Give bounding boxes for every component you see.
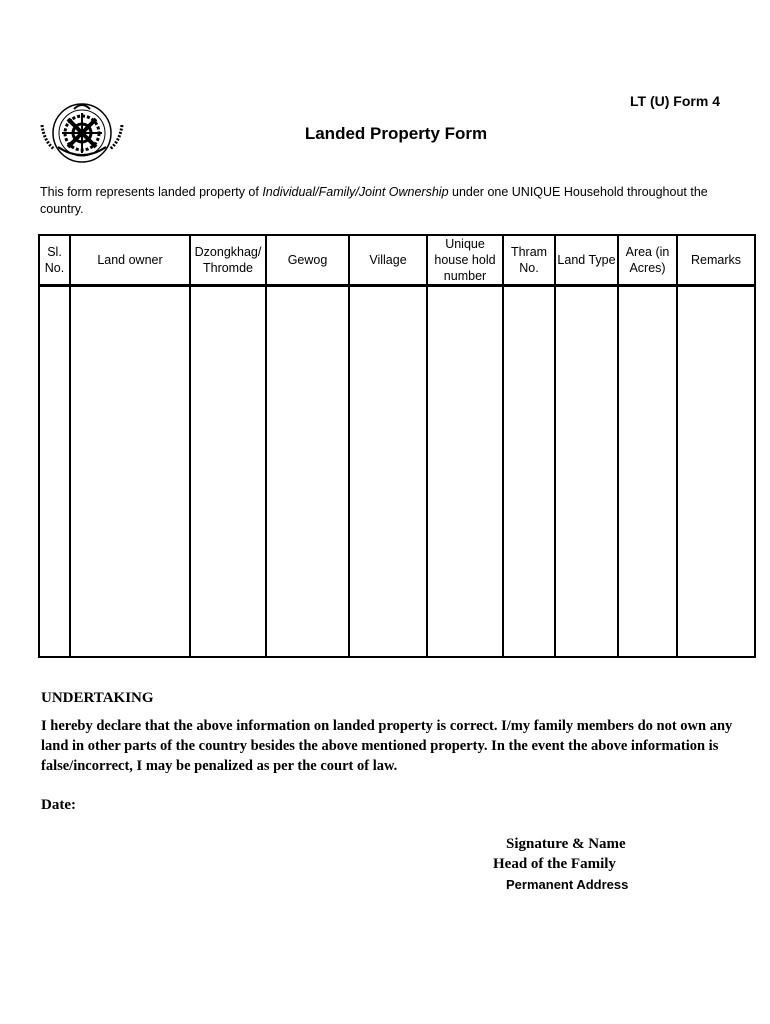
- page-title: Landed Property Form: [304, 124, 488, 143]
- col-header-land-owner: Land owner: [70, 235, 190, 286]
- col-header-remarks: Remarks: [677, 235, 755, 286]
- property-table: [38, 234, 756, 658]
- bhutan-emblem-icon: [38, 97, 126, 169]
- signature-name-label: Signature & Name: [506, 836, 626, 852]
- col-header-thram-no: Thram No.: [503, 235, 555, 286]
- permanent-address-label: Permanent Address: [506, 877, 629, 892]
- cell-area[interactable]: [618, 286, 677, 658]
- intro-text-italic: Individual/Family/Joint Ownership: [262, 185, 449, 199]
- undertaking-title: UNDERTAKING: [41, 690, 154, 706]
- cell-land-type[interactable]: [555, 286, 618, 658]
- head-of-family-label: Head of the Family: [493, 856, 616, 872]
- col-header-land-type: Land Type: [555, 235, 618, 286]
- undertaking-text: I hereby declare that the above information on landed property is correct. I/my family members do not own any land in other parts of the country besides the above mentioned property. In the event the above information is false/incorrect, I may be penalized as per the court of law.: [41, 718, 733, 774]
- table-header-row: [39, 235, 755, 286]
- table-body-row: [39, 286, 755, 658]
- col-header-area: Area (in Acres): [618, 235, 677, 286]
- cell-dzongkhag[interactable]: [190, 286, 266, 658]
- intro-text-after: under one UNIQUE Household throughout the country.: [40, 185, 708, 216]
- cell-thram-no[interactable]: [503, 286, 555, 658]
- cell-sl-no[interactable]: [39, 286, 70, 658]
- form-code: LT (U) Form 4: [630, 93, 720, 109]
- col-header-sl-no: Sl. No.: [39, 235, 70, 286]
- col-header-dzongkhag: Dzongkhag/ Thromde: [190, 235, 266, 286]
- cell-remarks[interactable]: [677, 286, 755, 658]
- cell-gewog[interactable]: [266, 286, 349, 658]
- intro-text: [40, 184, 730, 218]
- col-header-village: Village: [349, 235, 427, 286]
- cell-land-owner[interactable]: [70, 286, 190, 658]
- col-header-gewog: Gewog: [266, 235, 349, 286]
- col-header-household-number: Unique house hold number: [427, 235, 503, 286]
- cell-village[interactable]: [349, 286, 427, 658]
- intro-text-before: This form represents landed property of: [40, 185, 263, 199]
- date-label: Date:: [41, 797, 76, 813]
- cell-household-number[interactable]: [427, 286, 503, 658]
